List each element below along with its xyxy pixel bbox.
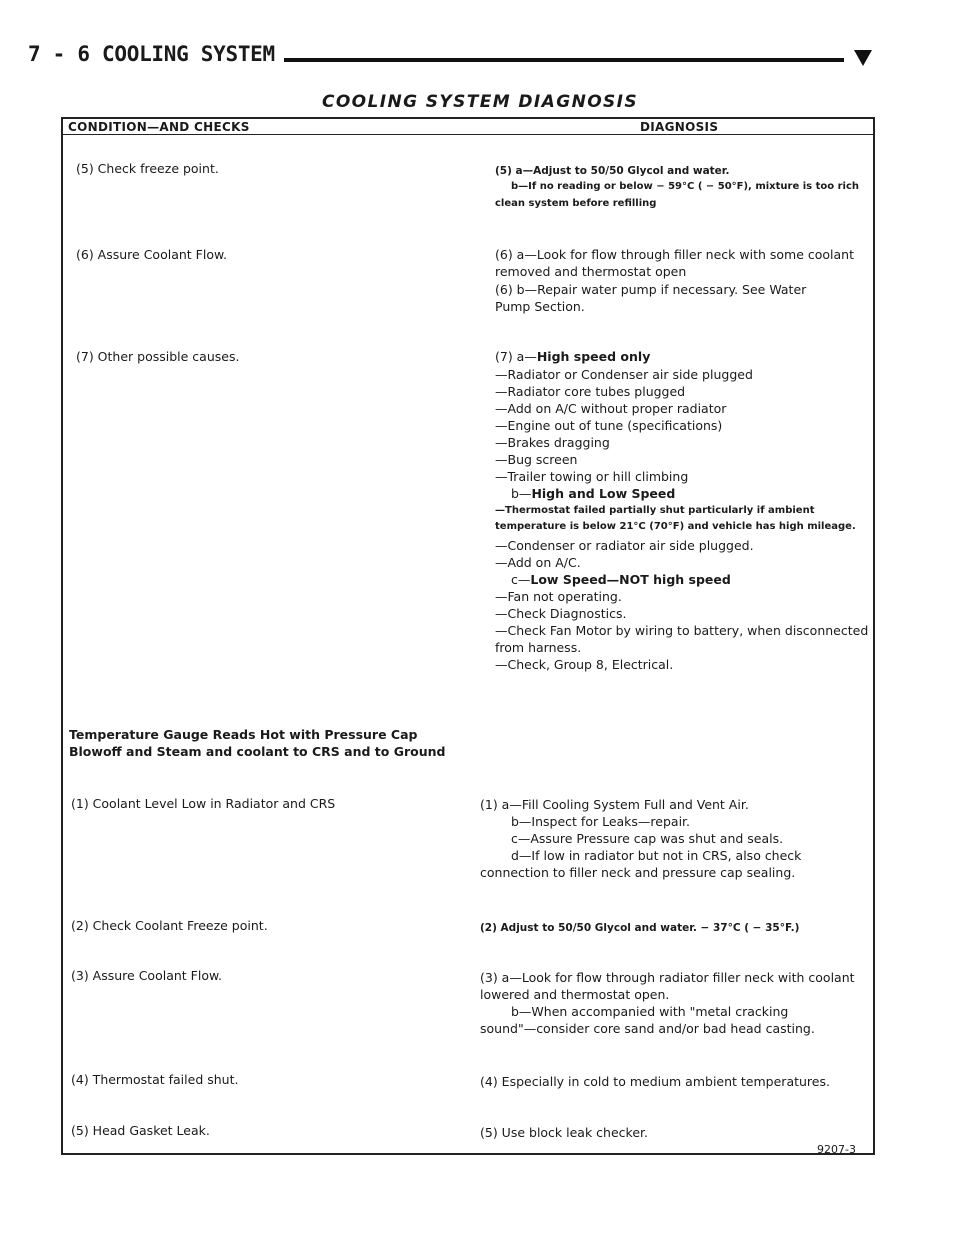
figure-number: 9207-3 <box>817 1143 856 1156</box>
diagnosis-5-block-leak: (5) Use block leak checker. <box>480 1125 648 1140</box>
diagnosis-3-line4: sound"—consider core sand and/or bad head casting. <box>480 1021 815 1036</box>
diagnosis-6-line3: (6) b—Repair water pump if necessary. See Water <box>495 282 807 297</box>
condition-6-flow: (6) Assure Coolant Flow. <box>76 247 228 262</box>
condition-5-freeze: (5) Check freeze point. <box>76 161 219 176</box>
section-title: COOLING SYSTEM DIAGNOSIS <box>321 92 639 112</box>
diagnosis-7c-heading <box>511 571 731 588</box>
condition-heading-line1: Temperature Gauge Reads Hot with Pressure Cap <box>69 727 418 742</box>
diagnosis-7-item: —Add on A/C. <box>495 555 581 570</box>
page-title: 7 - 6 COOLING SYSTEM <box>28 42 275 66</box>
diagnosis-5-line3: clean system before refilling <box>495 198 657 209</box>
diagnosis-7-item: —Check Fan Motor by wiring to battery, when disconnected <box>495 623 869 638</box>
diagnosis-7-item: —Fan not operating. <box>495 589 622 604</box>
diagnosis-7c-bold: Low Speed—NOT high speed <box>530 572 731 587</box>
diagnosis-6-line2: removed and thermostat open <box>495 264 687 279</box>
table-header-divider <box>63 134 873 135</box>
diagnosis-7a-prefix: (7) a— <box>495 349 537 364</box>
triangle-marker-icon <box>854 50 872 66</box>
diagnosis-7-item: —Check Diagnostics. <box>495 606 627 621</box>
diagnosis-2: (2) Adjust to 50/50 Glycol and water. − 37°C ( − 35°F.) <box>480 922 800 934</box>
diagnosis-7c-prefix: c— <box>511 572 531 587</box>
diagnosis-7-item: —Check, Group 8, Electrical. <box>495 657 674 672</box>
header-rule <box>284 58 844 62</box>
diagnosis-7b-prefix: b— <box>511 486 532 501</box>
diagnosis-7-item: —Thermostat failed partially shut particularly if ambient <box>495 505 815 516</box>
diagnosis-7-item: from harness. <box>495 640 582 655</box>
diagnosis-3-line2: lowered and thermostat open. <box>480 987 670 1002</box>
diagnosis-3-line3: b—When accompanied with "metal cracking <box>511 1004 789 1019</box>
diagnosis-7b-heading <box>511 485 675 502</box>
diagnosis-1-line2: b—Inspect for Leaks—repair. <box>511 814 691 829</box>
diagnosis-7-item: —Trailer towing or hill climbing <box>495 469 689 484</box>
diagnosis-1-line4: d—If low in radiator but not in CRS, also check <box>511 848 802 863</box>
diagnosis-1-line1: (1) a—Fill Cooling System Full and Vent Air. <box>480 797 749 812</box>
diagnosis-5-line2: b—If no reading or below − 59°C ( − 50°F), mixture is too rich <box>511 181 859 192</box>
condition-heading-line2: Blowoff and Steam and coolant to CRS and to Ground <box>69 744 446 759</box>
condition-7-other: (7) Other possible causes. <box>76 349 240 364</box>
condition-3-flow: (3) Assure Coolant Flow. <box>71 968 223 983</box>
diagnosis-5-line1: (5) a—Adjust to 50/50 Glycol and water. <box>495 165 730 177</box>
diagnosis-3-line1: (3) a—Look for flow through radiator filler neck with coolant <box>480 970 855 985</box>
diagnosis-7-item: —Engine out of tune (specifications) <box>495 418 723 433</box>
diagnosis-7a-heading <box>495 348 650 365</box>
diagnosis-7-item: —Radiator or Condenser air side plugged <box>495 367 753 382</box>
diagnosis-7-item: temperature is below 21°C (70°F) and vehicle has high mileage. <box>495 521 856 532</box>
diagnosis-7-item: —Radiator core tubes plugged <box>495 384 686 399</box>
diagnosis-6-line1: (6) a—Look for flow through filler neck with some coolant <box>495 247 854 262</box>
diagnosis-6-line4: Pump Section. <box>495 299 585 314</box>
col-header-diagnosis: DIAGNOSIS <box>640 120 719 134</box>
diagnosis-1-line5: connection to filler neck and pressure cap sealing. <box>480 865 796 880</box>
diagnosis-7-item: —Brakes dragging <box>495 435 610 450</box>
diagnosis-7-item: —Condenser or radiator air side plugged. <box>495 538 754 553</box>
diagnosis-7-item: —Bug screen <box>495 452 578 467</box>
condition-5-head-gasket: (5) Head Gasket Leak. <box>71 1123 210 1138</box>
condition-2-freeze: (2) Check Coolant Freeze point. <box>71 918 268 933</box>
condition-4-thermostat: (4) Thermostat failed shut. <box>71 1072 239 1087</box>
diagnosis-7a-bold: High speed only <box>536 349 651 364</box>
diagnosis-1-line3: c—Assure Pressure cap was shut and seals. <box>511 831 784 846</box>
diagnosis-7-item: —Add on A/C without proper radiator <box>495 401 727 416</box>
condition-1-coolant-low: (1) Coolant Level Low in Radiator and CRS <box>71 796 336 811</box>
col-header-condition: CONDITION—AND CHECKS <box>68 120 250 134</box>
diagnosis-7b-bold: High and Low Speed <box>531 486 676 501</box>
diagnosis-4: (4) Especially in cold to medium ambient temperatures. <box>480 1074 830 1089</box>
